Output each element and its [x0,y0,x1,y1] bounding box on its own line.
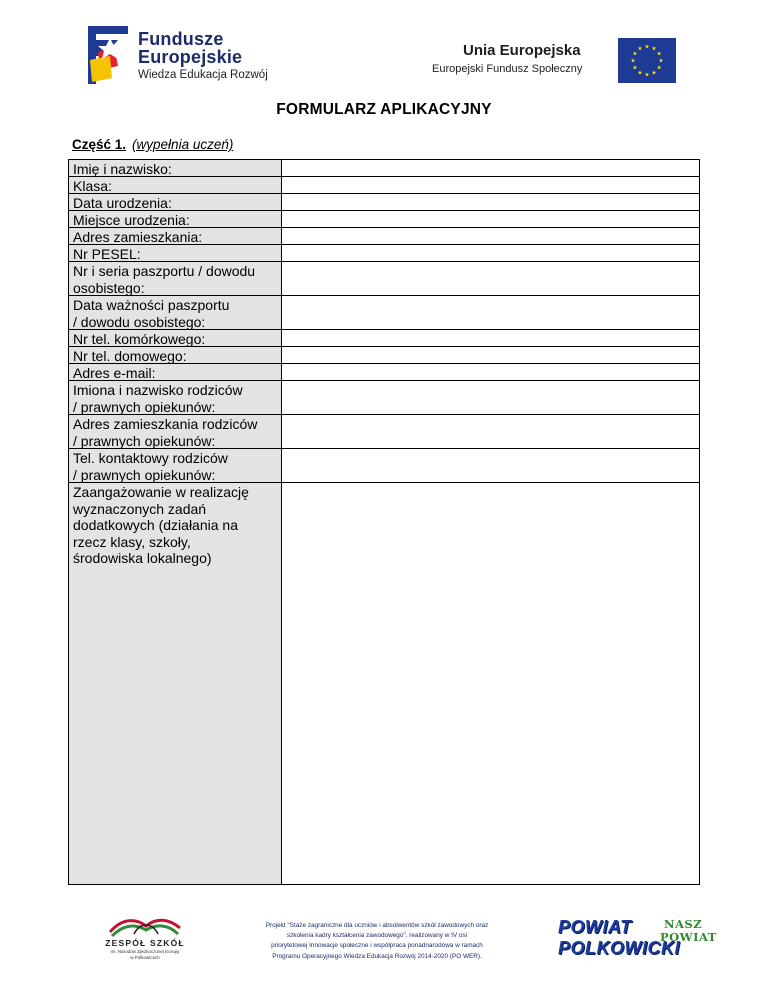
fundusze-europejskie-logo [88,26,288,86]
nasz-powiat-word: POWIAT [660,930,717,944]
project-footer-text [228,921,526,962]
fundusze-subtitle: Wiedza Edukacja Rozwój [138,69,268,81]
school-logo [88,914,202,964]
row-label: Miejsce urodzenia: [73,212,190,228]
form-row-full-name [69,160,699,177]
engagement-field[interactable] [282,483,699,884]
row-label: Adres zamieszkania rodziców / prawnych opiekunów: [73,416,258,449]
home-phone-field[interactable] [282,347,699,363]
fundusze-europejskie-mark-icon [88,26,132,84]
row-label: Nr i seria paszportu / dowodu osobistego: [73,263,256,296]
row-label: Klasa: [73,178,112,194]
email-field[interactable] [282,364,699,380]
form-row-mobile [69,330,699,347]
polkowicki-word: POLKOWICKI [558,938,680,958]
birth-date-field[interactable] [282,194,699,210]
form-row-home-phone [69,347,699,364]
form-row-id-number [69,262,699,296]
application-form-table [68,159,700,885]
unia-europejska-logo [430,38,676,84]
row-label: Adres e-mail: [73,365,156,381]
form-row-id-expiry [69,296,699,330]
form-row-engagement [69,483,699,884]
parents-names-field[interactable] [282,381,699,414]
project-line4: Programu Operacyjnego Wiedza Edukacja Rozwój 2014-2020 (PO WER). [272,952,482,960]
row-label: Nr tel. komórkowego: [73,331,206,347]
unia-subtitle: Europejski Fundusz Społeczny [432,63,583,75]
fundusze-title-line2: Europejskie [138,47,243,67]
nasz-word: NASZ [664,917,703,931]
id-expiry-field[interactable] [282,296,699,329]
school-subtitle-line1: im. Narodów Zjednoczonej Europy [110,949,180,954]
row-label: Data urodzenia: [73,195,172,211]
fundusze-title-line1: Fundusze [138,29,224,49]
project-line3: priorytetowej Innowacje społeczne i współpraca ponadnarodowa w ramach [271,942,483,950]
row-label: Imiona i nazwisko rodziców / prawnych opiekunów: [73,382,243,415]
pesel-field[interactable] [282,245,699,261]
part-heading [72,137,233,152]
class-field[interactable] [282,177,699,193]
address-field[interactable] [282,228,699,244]
school-subtitle [88,949,202,960]
parents-address-field[interactable] [282,415,699,448]
form-row-parents-phone [69,449,699,483]
project-line2: szkolenia kadry kształcenia zawodowego", realizowany w IV osi [286,932,468,940]
form-row-birth-date [69,194,699,211]
form-row-pesel [69,245,699,262]
project-line1: Projekt "Staże zagraniczne dla uczniów i absolwentów szkół zawodowych oraz [265,922,489,929]
part-label: Część 1. [72,137,127,152]
row-label: Tel. kontaktowy rodziców / prawnych opiekunów: [73,450,228,483]
row-label: Nr tel. domowego: [73,348,187,364]
form-row-parents-names [69,381,699,415]
school-subtitle-line2: w Polkowicach [130,954,160,960]
mobile-phone-field[interactable] [282,330,699,346]
row-label: Data ważności paszportu / dowodu osobistego: [73,297,230,330]
school-name: ZESPÓŁ SZKÓŁ [105,938,185,948]
row-label: Imię i nazwisko: [73,161,172,177]
row-label: Zaangażowanie w realizację wyznaczonych zadań dodatkowych (działania na rzecz klasy, szkoły, środowiska lokalnego) [73,484,249,566]
powiat-polkowicki-logo [556,914,716,962]
powiat-word: POWIAT [558,917,632,937]
form-row-address [69,228,699,245]
id-number-field[interactable] [282,262,699,295]
full-name-field[interactable] [282,160,699,176]
form-row-email [69,364,699,381]
part-note: (wypełnia uczeń) [132,137,234,152]
form-title: FORMULARZ APLIKACYJNY [276,101,492,118]
unia-title: Unia Europejska [463,42,581,59]
parents-phone-field[interactable] [282,449,699,482]
school-emblem-icon [106,914,184,938]
birth-place-field[interactable] [282,211,699,227]
form-row-birth-place [69,211,699,228]
eu-flag-icon [618,38,676,83]
row-label: Nr PESEL: [73,246,141,262]
form-row-parents-address [69,415,699,449]
row-label: Adres zamieszkania: [73,229,203,245]
form-row-class [69,177,699,194]
